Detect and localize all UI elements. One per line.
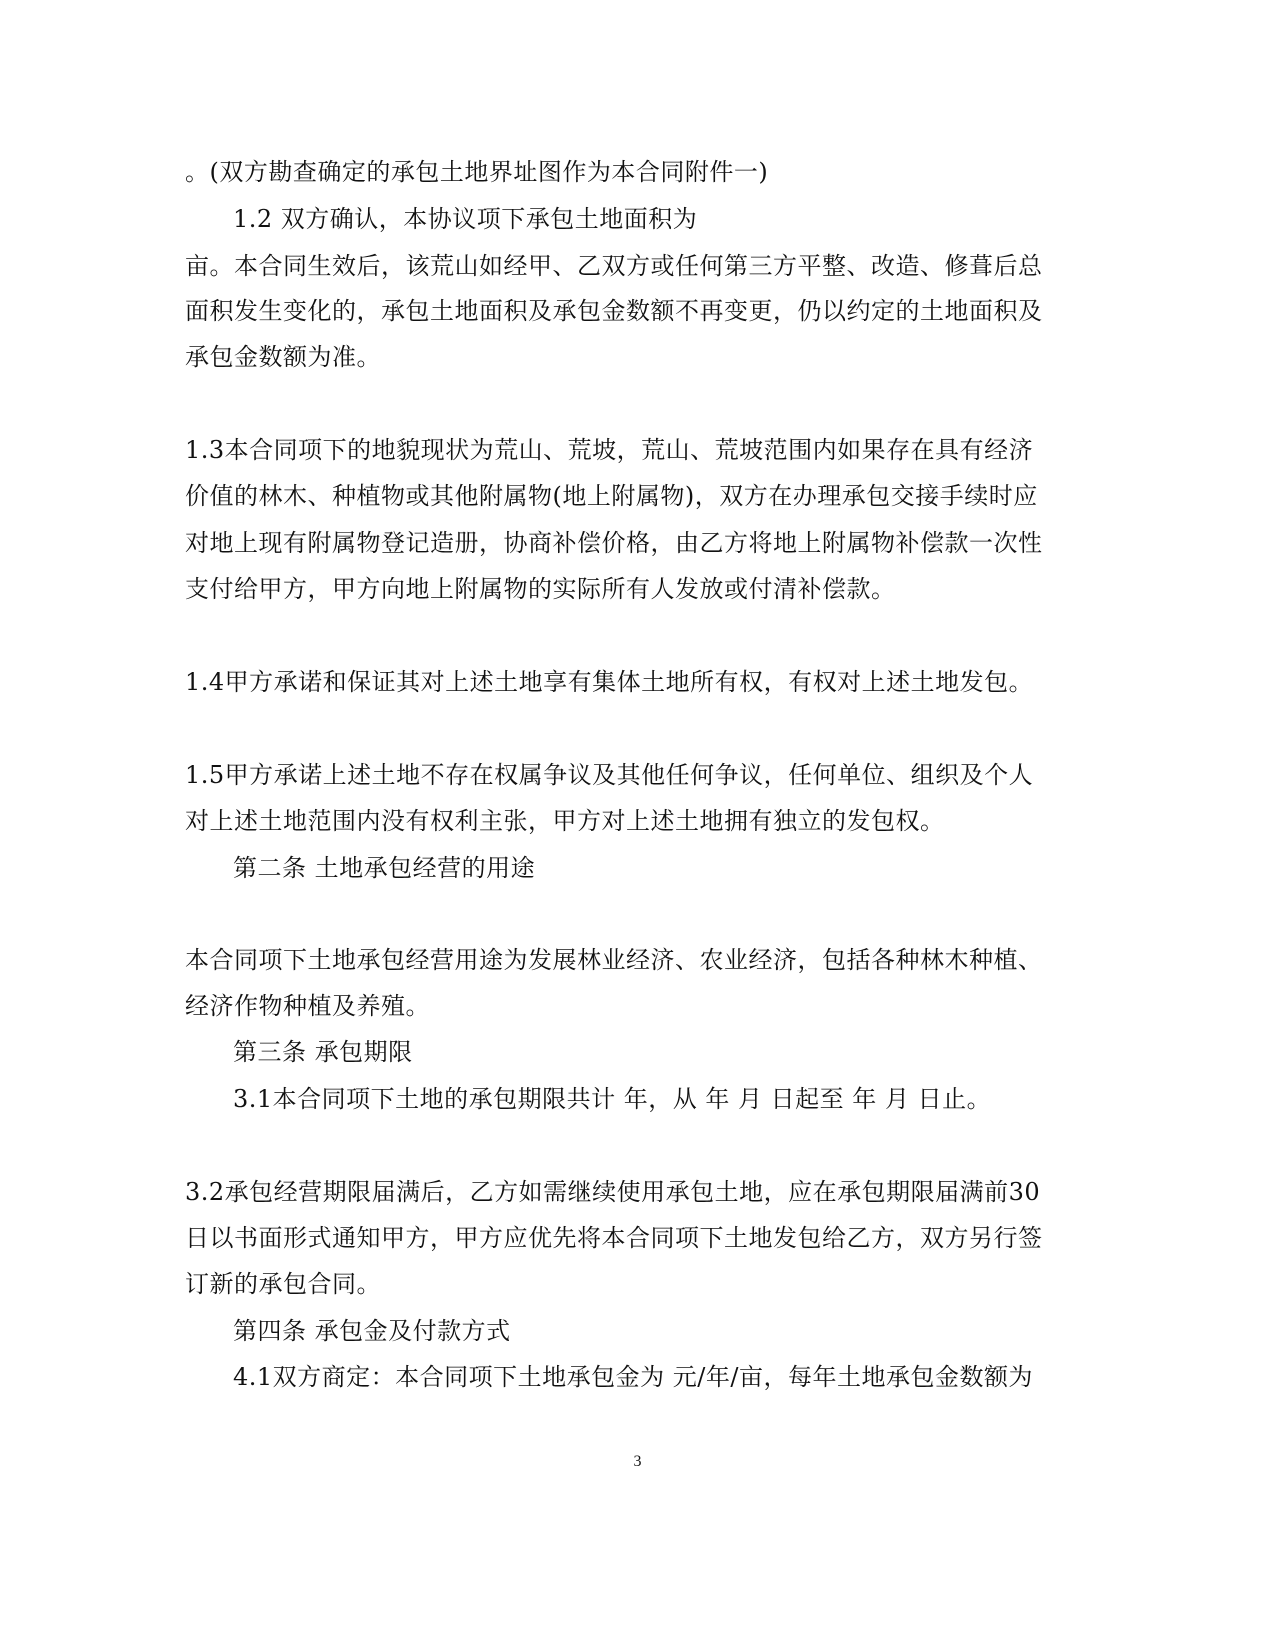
article-3-heading: 第三条 承包期限 bbox=[233, 1038, 413, 1066]
text-line: 订新的承包合同。 bbox=[185, 1270, 381, 1298]
article-2-heading: 第二条 土地承包经营的用途 bbox=[233, 854, 536, 882]
text-line: 面积发生变化的，承包土地面积及承包金数额不再变更，仍以约定的土地面积及 bbox=[185, 297, 1043, 325]
clause-3-2: 3.2承包经营期限届满后，乙方如需继续使用承包土地，应在承包期限届满前30 bbox=[185, 1178, 1041, 1206]
clause-1-2: 1.2 双方确认，本协议项下承包土地面积为 bbox=[233, 205, 698, 233]
text-line: 价值的林木、种植物或其他附属物(地上附属物)，双方在办理承包交接手续时应 bbox=[185, 482, 1038, 510]
text-line: 对上述土地范围内没有权利主张，甲方对上述土地拥有独立的发包权。 bbox=[185, 807, 945, 835]
text-line: 支付给甲方，甲方向地上附属物的实际所有人发放或付清补偿款。 bbox=[185, 575, 896, 603]
text-line: 。(双方勘查确定的承包土地界址图作为本合同附件一) bbox=[185, 158, 769, 186]
text-line: 对地上现有附属物登记造册，协商补偿价格，由乙方将地上附属物补偿款一次性 bbox=[185, 529, 1043, 557]
page-number: 3 bbox=[633, 1453, 642, 1470]
clause-1-4: 1.4甲方承诺和保证其对上述土地享有集体土地所有权，有权对上述土地发包。 bbox=[185, 668, 1034, 696]
clause-1-5: 1.5甲方承诺上述土地不存在权属争议及其他任何争议，任何单位、组织及个人 bbox=[185, 761, 1034, 789]
clause-4-1: 4.1双方商定：本合同项下土地承包金为 元/年/亩，每年土地承包金数额为 bbox=[233, 1363, 1033, 1391]
text-line: 承包金数额为准。 bbox=[185, 343, 381, 371]
clause-1-3: 1.3本合同项下的地貌现状为荒山、荒坡，荒山、荒坡范围内如果存在具有经济 bbox=[185, 436, 1034, 464]
text-line: 亩。本合同生效后，该荒山如经甲、乙双方或任何第三方平整、改造、修葺后总 bbox=[185, 252, 1043, 280]
article-2-body: 本合同项下土地承包经营用途为发展林业经济、农业经济，包括各种林木种植、 bbox=[185, 946, 1043, 974]
article-4-heading: 第四条 承包金及付款方式 bbox=[233, 1317, 511, 1345]
text-line: 经济作物种植及养殖。 bbox=[185, 992, 430, 1020]
text-line: 日以书面形式通知甲方，甲方应优先将本合同项下土地发包给乙方，双方另行签 bbox=[185, 1224, 1043, 1252]
clause-3-1: 3.1本合同项下土地的承包期限共计 年，从 年 月 日起至 年 月 日止。 bbox=[233, 1085, 992, 1113]
